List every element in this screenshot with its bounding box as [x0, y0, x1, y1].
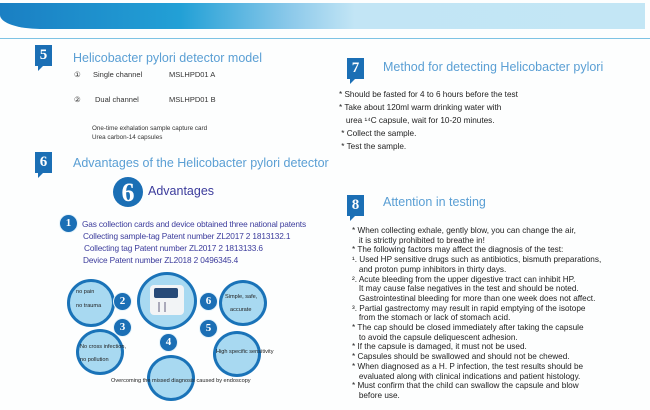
- advantage-text: High specific sensitivity: [216, 349, 274, 355]
- advantage-text: no pain: [76, 289, 95, 295]
- note: One-time exhalation sample capture card: [92, 125, 208, 132]
- header-band: [0, 3, 645, 29]
- attention-line: ². Acute bleeding from the upper digestive tract can inhibit HP.: [352, 274, 576, 284]
- model-name: Single channel: [93, 70, 143, 79]
- section-7-badge: 7: [347, 58, 364, 79]
- advantage-text: No cross infection,: [80, 344, 127, 350]
- attention-line: * If the capsule is damaged, it must not be used.: [352, 342, 527, 352]
- attention-line: to avoid the capsule deliquescent adhesion.: [352, 332, 518, 342]
- advantage-text: no pollution: [80, 357, 109, 363]
- model-index: ②: [74, 95, 81, 104]
- section-6-title: Advantages of the Helicobacter pylori detector: [73, 156, 329, 170]
- attention-line: it is strictly prohibited to breathe in!: [352, 235, 485, 245]
- attention-line: from the stomach or lack of stomach acid.: [352, 313, 511, 323]
- attention-line: * When collecting exhale, gently blow, you can change the air,: [352, 226, 576, 235]
- advantage-badge: 6: [199, 292, 218, 311]
- method-step: * Collect the sample.: [339, 129, 417, 138]
- method-step: * Test the sample.: [339, 142, 407, 151]
- advantage-badge: 2: [113, 292, 132, 311]
- advantage-text: accurate: [230, 307, 252, 313]
- advantage-text: no trauma: [76, 303, 102, 309]
- section-7-title: Method for detecting Helicobacter pylori: [383, 60, 604, 74]
- attention-line: * The cap should be closed immediately after taking the capsule: [352, 323, 584, 333]
- detector-device-image: [137, 272, 197, 330]
- method-steps: [339, 88, 518, 153]
- advantages-heading: Advantages: [148, 184, 215, 198]
- advantage-badge: 4: [159, 333, 178, 352]
- attention-line: before use.: [352, 390, 400, 400]
- method-step: urea ¹⁴C capsule, wait for 10-20 minutes.: [339, 116, 495, 125]
- patent-line: Collecting sample-tag Patent number ZL2017 2 1813132.1: [83, 231, 291, 241]
- model-code: MSLHPD01 B: [169, 95, 216, 104]
- model-index: ①: [74, 70, 81, 79]
- patent-line: Gas collection cards and device obtained three national patents: [82, 219, 306, 229]
- model-code: MSLHPD01 A: [169, 70, 216, 79]
- advantages-number-icon: 6: [113, 177, 143, 207]
- patent-line: Device Patent number ZL2018 2 0496345.4: [83, 255, 239, 265]
- attention-line: ³. Partial gastrectomy may result in rapid emptying of the isotope: [352, 303, 586, 313]
- attention-list: [352, 226, 601, 401]
- attention-line: * When diagnosed as a H. P infection, the test results should be: [352, 361, 584, 371]
- attention-line: evaluated along with clinical indications and patient histology.: [352, 371, 581, 381]
- section-8-badge: 8: [347, 195, 364, 216]
- note: Urea carbon-14 capsules: [92, 134, 163, 141]
- advantage-circle: [219, 280, 267, 326]
- model-name: Dual channel: [95, 95, 139, 104]
- section-5-badge: 5: [35, 45, 52, 66]
- patent-line: Collecting tag Patent number ZL2017 2 1813133.6: [84, 243, 263, 253]
- advantage-badge: 3: [113, 318, 132, 337]
- attention-line: * Must confirm that the child can swallow the capsule and blow: [352, 381, 579, 391]
- patent-number-badge: 1: [59, 214, 78, 233]
- attention-line: * The following factors may affect the diagnosis of the test:: [352, 245, 564, 255]
- advantage-circle: [76, 329, 127, 375]
- attention-line: * Capsules should be swallowed and should not be chewed.: [352, 352, 570, 362]
- advantage-badge: 5: [199, 319, 218, 338]
- attention-line: ¹. Used HP sensitive drugs such as antibiotics, bismuth preparations,: [352, 255, 602, 265]
- advantage-text: Simple, safe,: [225, 294, 258, 300]
- section-6-badge: 6: [35, 152, 52, 173]
- method-step: * Take about 120ml warm drinking water with: [339, 103, 502, 112]
- method-step: * Should be fasted for 4 to 6 hours before the test: [339, 90, 518, 99]
- attention-line: and proton pump inhibitors in thirty days.: [352, 264, 507, 274]
- section-5-title: Helicobacter pylori detector model: [73, 51, 262, 65]
- attention-line: Gastrointestinal bleeding for more than one week does not affect.: [352, 293, 596, 303]
- advantage-text: Overcoming the missed diagnosis caused by endoscopy: [111, 378, 251, 384]
- header-divider: [0, 38, 650, 39]
- attention-line: It may cause false negatives in the test and should be noted.: [352, 284, 579, 294]
- section-8-title: Attention in testing: [383, 195, 486, 209]
